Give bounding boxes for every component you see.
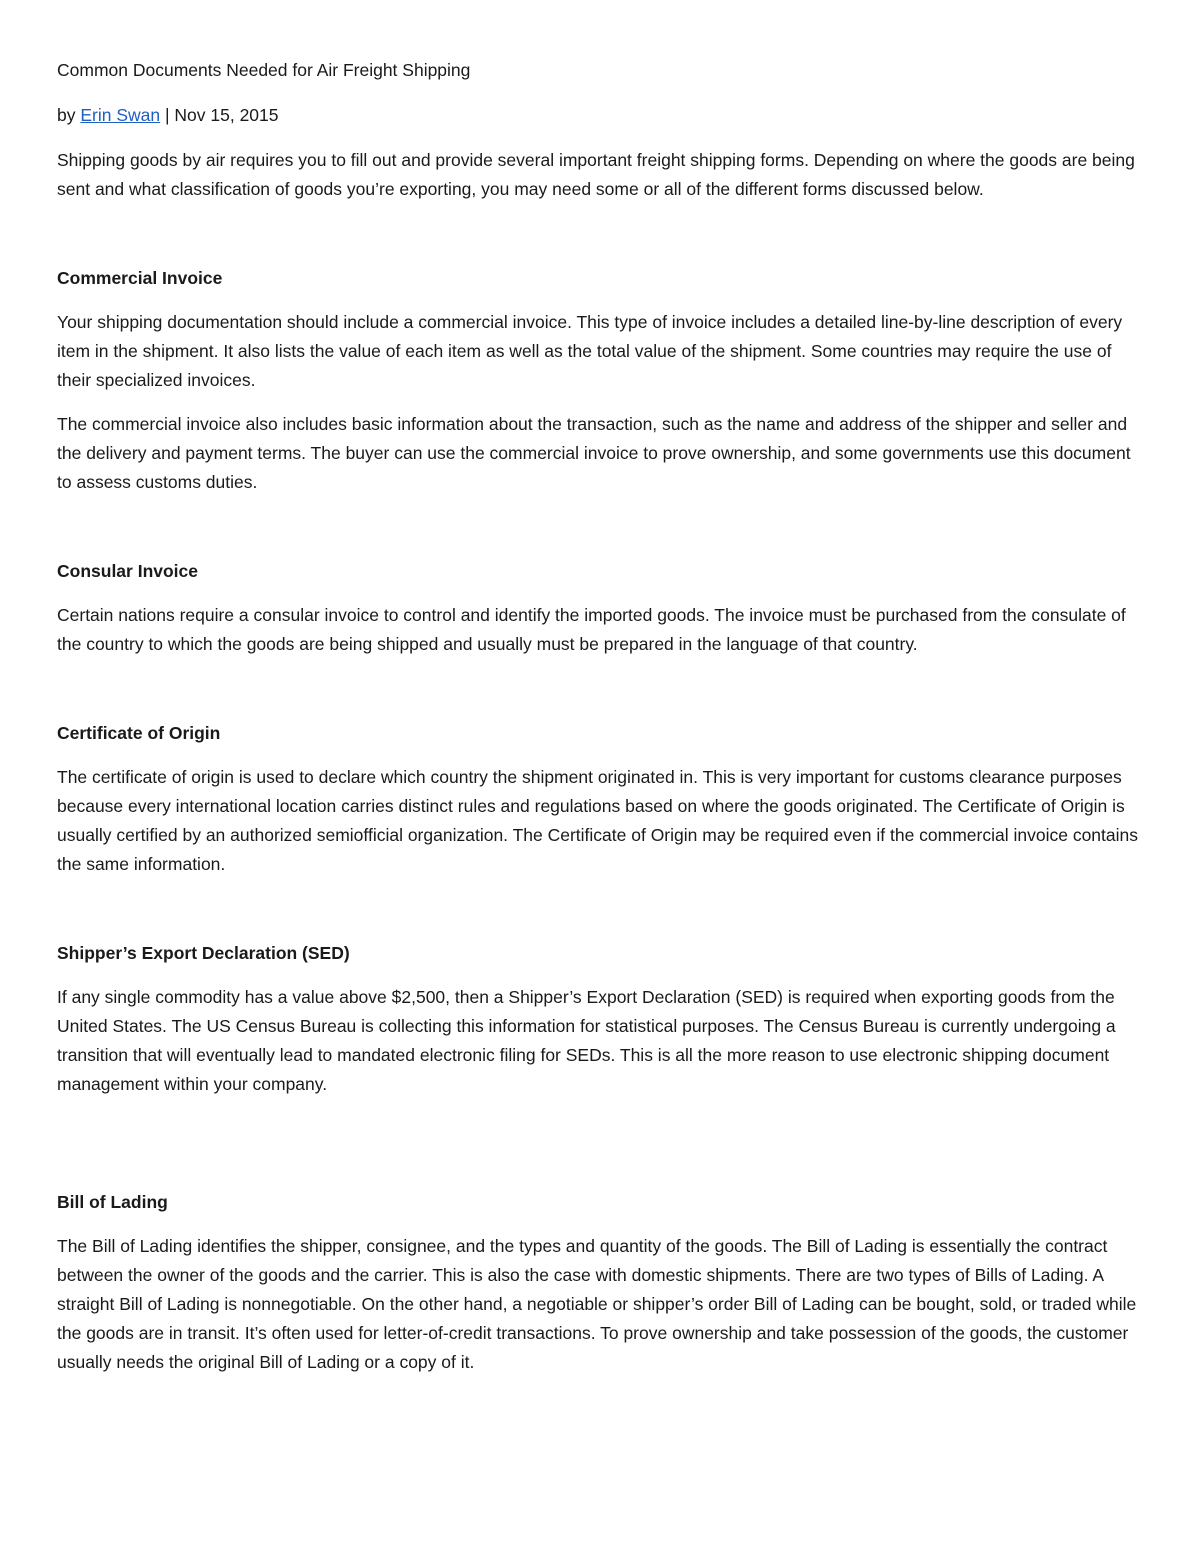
document-title: Common Documents Needed for Air Freight Shipping	[57, 60, 471, 80]
author-link[interactable]: Erin Swan	[80, 105, 161, 125]
section-spacer	[57, 219, 1147, 264]
section-paragraph: The Bill of Lading identifies the shipper, consignee, and the types and quantity of the goods. The Bill of Lading is essentially the contract between the owner of the goods and the carrier. This is also the case with domestic shipments. There are two types of Bills of Lading. A straight Bill of Lading is nonnegotiable. On the other hand, a negotiable or shipper’s order Bill of Lading can be bought, sold, or traded while the goods are in transit. It’s often used for letter-of-credit transactions. To prove ownership and take possession of the goods, the customer usually needs the original Bill of Lading or a copy of it.	[57, 1236, 1137, 1372]
byline-prefix: by	[57, 105, 81, 125]
publish-date: Nov 15, 2015	[174, 105, 279, 125]
section-spacer	[57, 512, 1147, 557]
section-paragraph: Your shipping documentation should include a commercial invoice. This type of invoice includes a detailed line-by-line description of every item in the shipment. It also lists the value of each item as well as the total value of the shipment. Some countries may require the use of their specialized invoices.	[57, 312, 1123, 390]
section-paragraph: Certain nations require a consular invoice to control and identify the imported goods. The invoice must be purchased from the consulate of the country to which the goods are being shipped and usually must be prepared in the language of that country.	[57, 605, 1126, 654]
section-heading-consular-invoice: Consular Invoice	[57, 561, 199, 581]
section-paragraph: The certificate of origin is used to declare which country the shipment originated in. This is very important for customs clearance purposes because every international location carries distinct rules and regulations based on where the goods originated. The Certificate of Origin is usually certified by an authorized semiofficial organization. The Certificate of Origin may be required even if the commercial invoice contains the same information.	[57, 767, 1139, 874]
byline	[57, 101, 1147, 130]
section-spacer	[57, 1114, 1147, 1188]
section-paragraph: If any single commodity has a value above $2,500, then a Shipper’s Export Declaration (SED) is required when exporting goods from the United States. The US Census Bureau is collecting this information for statistical purposes. The Census Bureau is currently undergoing a transition that will eventually lead to mandated electronic filing for SEDs. This is all the more reason to use electronic shipping document management within your company.	[57, 987, 1116, 1094]
section-heading-commercial-invoice: Commercial Invoice	[57, 268, 223, 288]
intro-paragraph: Shipping goods by air requires you to fill out and provide several important freight shipping forms. Depending on where the goods are being sent and what classification of goods you’re exporting, you may need some or all of the different forms discussed below.	[57, 150, 1135, 199]
document-body	[57, 56, 1147, 1392]
section-heading-bill-of-lading: Bill of Lading	[57, 1192, 168, 1212]
section-paragraph: The commercial invoice also includes basic information about the transaction, such as the name and address of the shipper and seller and the delivery and payment terms. The buyer can use the commercial invoice to prove ownership, and some governments use this document to assess customs duties.	[57, 414, 1131, 492]
section-heading-certificate-of-origin: Certificate of Origin	[57, 723, 221, 743]
section-spacer	[57, 894, 1147, 939]
byline-separator: |	[160, 105, 175, 125]
section-heading-shippers-export-declaration: Shipper’s Export Declaration (SED)	[57, 943, 350, 963]
section-spacer	[57, 674, 1147, 719]
